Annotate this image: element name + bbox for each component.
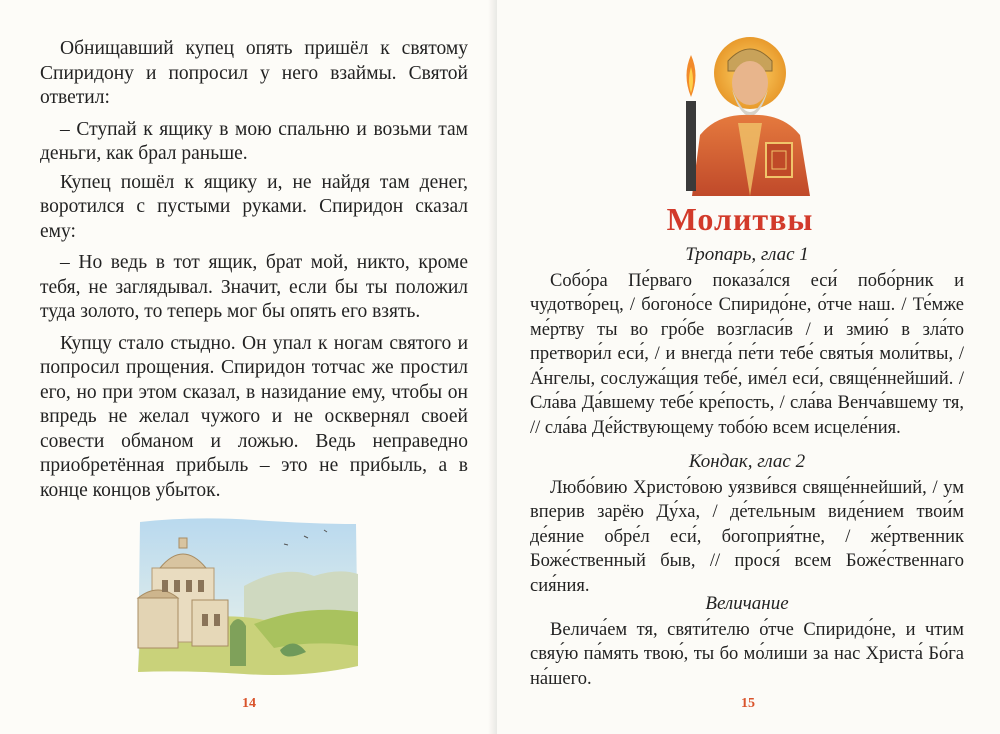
kontakion-heading: Кондак, глас 2 (688, 451, 806, 472)
church-landscape-illustration (134, 516, 361, 680)
magnification-block (530, 592, 964, 691)
troparion-text: Собо́ра Пе́рваго показа́лся еси́ побо́рник и чудотво́рец, / богоно́се Спиридо́не, о́тче наш. / Те́мже ме́ртву ты во гро́бе возгласи́в / и змию́ в зла́то претвори́л еси́, / и внегда́ пе́ти тебе́ святы́я моли́твы, / А́нгелы, сослужа́щия тебе́, име́л еси́, свяще́ннейший. / Сла́ва Да́вшему тебе́ кре́пость, / сла́ва Венча́вшему тя, // сла́ва Де́йствующему тобо́ю всем исцеле́ния. (530, 270, 964, 438)
prayers-title: Молитвы (666, 201, 814, 237)
story-text (40, 37, 468, 510)
saint-spyridon-icon (678, 31, 813, 196)
magnification-text: Велича́ем тя, святи́телю о́тче Спиридо́не, и чтим свяу́ю па́мять твою́, ты бо мо́лиши за нас Христа́ Бо́га на́шего. (530, 619, 964, 689)
page-number-left: 14 (242, 696, 256, 711)
paragraph: Купцу стало стыдно. Он упал к ногам святого и попросил прощения. Спиридон тотчас же простил его, но при этом сказал, в назидание ему, чтобы он впредь не желал чужого и не осквернял своей совести обманом и ложью. Ведь неправедно приобретённая прибыль – это не прибыль, а в конце концов убыток. (40, 332, 468, 501)
paragraph: Обнищавший купец опять пришёл к святому Спиридону и попросил у него взаймы. Святой ответил: (40, 38, 468, 108)
paragraph: – Ступай к ящику в мою спальню и возьми там деньги, как брал раньше. (40, 118, 468, 164)
page-number-right: 15 (741, 696, 755, 711)
troparion-block (530, 243, 964, 440)
kontakion-block (530, 450, 964, 598)
kontakion-text: Любо́вию Христо́вою уязви́вся свяще́ннейший, / ум вперив зарёю Ду́ха, / де́тельным виде́нием твои́м де́яние обре́л еси́, богоприя́тне, / же́ртвенник Боже́ственный быв, // прося́ всем Боже́ственнаго сия́ния. (530, 477, 964, 596)
paragraph: – Но ведь в тот ящик, брат мой, никто, кроме тебя, не заглядывал. Значит, если бы ты положил туда золото, то теперь мог бы опять его взять. (40, 252, 468, 322)
troparion-heading: Тропарь, глас 1 (685, 244, 809, 265)
paragraph: Купец пошёл к ящику и, не найдя там денег, воротился с пустыми руками. Спиридон сказал ему: (40, 171, 468, 242)
magnification-heading: Величание (705, 593, 789, 614)
left-page (0, 0, 497, 734)
